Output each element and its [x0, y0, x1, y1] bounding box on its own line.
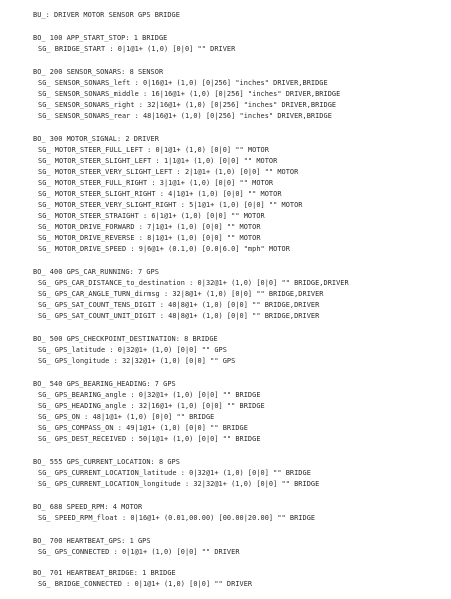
signal-line: SG_ GPS_SAT_COUNT_UNIT_DIGIT : 48|8@1+ (1,0) [0|0] "" BRIDGE,DRIVER [38, 312, 320, 320]
signal-line: SG_ SENSOR_SONARS_rear : 48|16@1+ (1,0) [0|256] "inches" DRIVER,BRIDGE [38, 112, 332, 120]
signal-line: SG_ GPS_latitude : 0|32@1+ (1,0) [0|0] "" GPS [38, 346, 227, 354]
signal-line: SG_ GPS_COMPASS_ON : 49|1@1+ (1,0) [0|0] "" BRIDGE [38, 424, 248, 432]
message-line: BO_ 540 GPS_BEARING_HEADING: 7 GPS [33, 380, 176, 388]
signal-line: SG_ MOTOR_DRIVE_FORWARD : 7|1@1+ (1,0) [0|0] "" MOTOR [38, 223, 261, 231]
signal-line: SG_ GPS_longitude : 32|32@1+ (1,0) [0|0] "" GPS [38, 357, 236, 365]
signal-line: SG_ MOTOR_DRIVE_REVERSE : 8|1@1+ (1,0) [0|0] "" MOTOR [38, 234, 261, 242]
signal-line: SG_ GPS_CAR_ANGLE_TURN_dirmsg : 32|8@1+ (1,0) [0|0] "" BRIDGE,DRIVER [38, 290, 324, 298]
message-line: BO_ 500 GPS_CHECKPOINT_DESTINATION: 8 BRIDGE [33, 335, 218, 343]
signal-line: SG_ GPS_HEADING_angle : 32|16@1+ (1,0) [0|0] "" BRIDGE [38, 402, 265, 410]
signal-line: SG_ GPS_CURRENT_LOCATION_longitude : 32|32@1+ (1,0) [0|0] "" BRIDGE [38, 480, 320, 488]
signal-line: SG_ GPS_CAR_DISTANCE_to_destination : 0|32@1+ (1,0) [0|0] "" BRIDGE,DRIVER [38, 279, 349, 287]
signal-line: SG_ SENSOR_SONARS_right : 32|16@1+ (1,0) [0|256] "inches" DRIVER,BRIDGE [38, 101, 337, 109]
message-line: BO_ 555 GPS_CURRENT_LOCATION: 8 GPS [33, 458, 180, 466]
message-line: BO_ 200 SENSOR_SONARS: 8 SENSOR [33, 68, 164, 76]
message-line: BO_ 701 HEARTBEAT_BRIDGE: 1 BRIDGE [33, 569, 176, 577]
signal-line: SG_ GPS_CONNECTED : 0|1@1+ (1,0) [0|0] "" DRIVER [38, 548, 240, 556]
signal-line: SG_ MOTOR_STEER_SLIGHT_LEFT : 1|1@1+ (1,0) [0|0] "" MOTOR [38, 157, 278, 165]
signal-line: SG_ SENSOR_SONARS_left : 0|16@1+ (1,0) [0|256] "inches" DRIVER,BRIDGE [38, 79, 328, 87]
message-line: BO_ 100 APP_START_STOP: 1 BRIDGE [33, 34, 168, 42]
message-line: BO_ 300 MOTOR_SIGNAL: 2 DRIVER [33, 135, 159, 143]
signal-line: SG_ BRIDGE_CONNECTED : 0|1@1+ (1,0) [0|0] "" DRIVER [38, 580, 253, 588]
signal-line: SG_ MOTOR_STEER_FULL_RIGHT : 3|1@1+ (1,0) [0|0] "" MOTOR [38, 179, 274, 187]
node-list-line: BU_: DRIVER MOTOR SENSOR GPS BRIDGE [33, 11, 180, 19]
signal-line: SG_ GPS_BEARING_angle : 0|32@1+ (1,0) [0|0] "" BRIDGE [38, 391, 261, 399]
message-line: BO_ 700 HEARTBEAT_GPS: 1 GPS [33, 537, 151, 545]
signal-line: SG_ GPS_SAT_COUNT_TENS_DIGIT : 40|8@1+ (1,0) [0|0] "" BRIDGE,DRIVER [38, 301, 320, 309]
signal-line: SG_ MOTOR_DRIVE_SPEED : 9|6@1+ (0.1,0) [0.0|6.0] "mph" MOTOR [38, 245, 290, 253]
signal-line: SG_ GPS_ON : 48|1@1+ (1,0) [0|0] "" BRIDGE [38, 413, 215, 421]
signal-line: SG_ MOTOR_STEER_VERY_SLIGHT_RIGHT : 5|1@1+ (1,0) [0|0] "" MOTOR [38, 201, 303, 209]
message-line: BO_ 688 SPEED_RPM: 4 MOTOR [33, 503, 143, 511]
signal-line: SG_ SENSOR_SONARS_middle : 16|16@1+ (1,0) [0|256] "inches" DRIVER,BRIDGE [38, 90, 341, 98]
signal-line: SG_ MOTOR_STEER_SLIGHT_RIGHT : 4|1@1+ (1,0) [0|0] "" MOTOR [38, 190, 282, 198]
signal-line: SG_ BRIDGE_START : 0|1@1+ (1,0) [0|0] "" DRIVER [38, 45, 236, 53]
signal-line: SG_ MOTOR_STEER_FULL_LEFT : 0|1@1+ (1,0) [0|0] "" MOTOR [38, 146, 269, 154]
signal-line: SG_ GPS_CURRENT_LOCATION_latitude : 0|32@1+ (1,0) [0|0] "" BRIDGE [38, 469, 311, 477]
signal-line: SG_ MOTOR_STEER_VERY_SLIGHT_LEFT : 2|1@1+ (1,0) [0|0] "" MOTOR [38, 168, 299, 176]
message-line: BO_ 400 GPS_CAR_RUNNING: 7 GPS [33, 268, 159, 276]
signal-line: SG_ GPS_DEST_RECEIVED : 50|1@1+ (1,0) [0|0] "" BRIDGE [38, 435, 261, 443]
signal-line: SG_ SPEED_RPM_float : 0|16@1+ (0.01,00.00) [00.00|20.00] "" BRIDGE [38, 514, 316, 522]
signal-line: SG_ MOTOR_STEER_STRAIGHT : 6|1@1+ (1,0) [0|0] "" MOTOR [38, 212, 265, 220]
